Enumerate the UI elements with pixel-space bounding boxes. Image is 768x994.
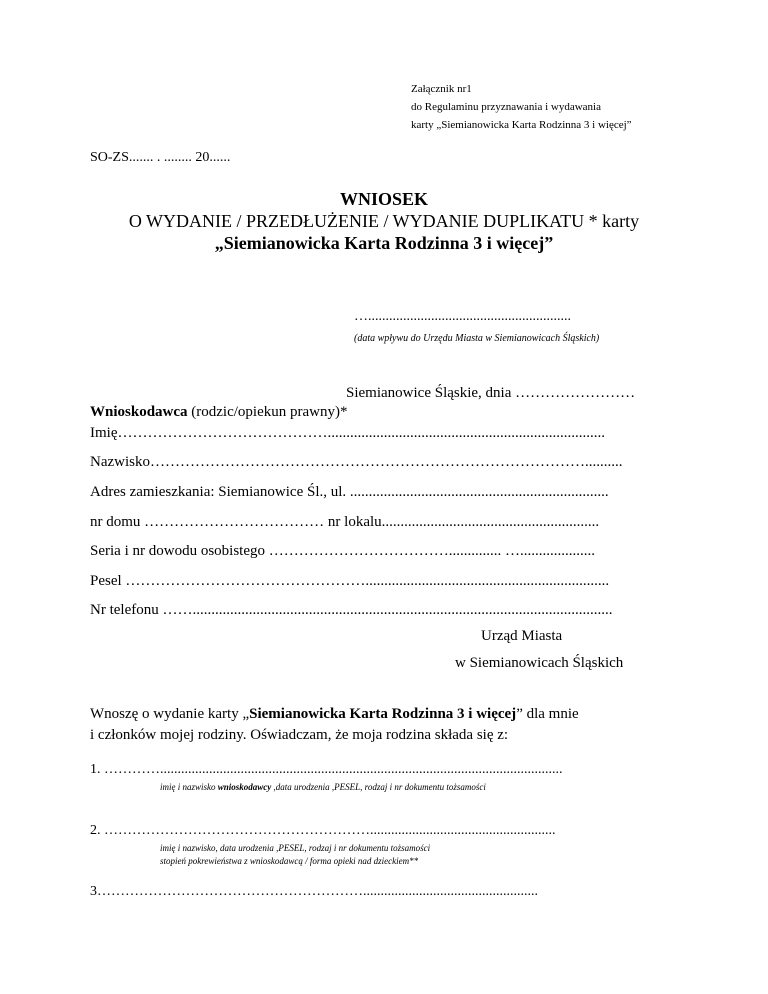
member-1-caption: [160, 782, 486, 792]
annex-line-1: Załącznik nr1: [411, 83, 472, 95]
address-field[interactable]: Adres zamieszkania: Siemianowice Śl., ul. .....................................................................: [90, 484, 609, 500]
place-date-field[interactable]: Siemianowice Śląskie, dnia ……………………: [346, 385, 636, 401]
phone-field[interactable]: Nr telefonu ……................................................................................................................: [90, 602, 613, 618]
request-line-2: i członków mojej rodziny. Oświadczam, że moja rodzina składa się z:: [90, 727, 509, 743]
document-title: [0, 188, 768, 254]
member-3-field[interactable]: 3…………………………………………………..................................................: [90, 884, 538, 899]
request-text-1: Wnoszę o wydanie karty „: [90, 706, 250, 722]
applicant-label-bold: Wnioskodawca: [90, 404, 188, 420]
member-2-caption-2: stopień pokrewieństwa z wnioskodawcą / forma opieki nad dzieckiem**: [160, 856, 419, 866]
member-1-caption-bold: wnioskodawcy: [217, 782, 272, 792]
request-card-name: Siemianowicka Karta Rodzinna 3 i więcej: [249, 706, 517, 722]
applicant-label-rest: (rodzic/opiekun prawny)*: [187, 404, 348, 420]
title-line-3: „Siemianowicka Karta Rodzinna 3 i więcej”: [214, 233, 554, 253]
request-paragraph: [90, 704, 579, 746]
house-number-field[interactable]: nr domu ……………………………… nr lokalu..........................................................: [90, 514, 600, 530]
annex-line-2: do Regulaminu przyznawania i wydawania: [411, 101, 601, 113]
receipt-date-caption: (data wpływu do Urzędu Miasta w Siemianowicach Śląskich): [354, 333, 600, 344]
first-name-field[interactable]: Imię……………………………………..........................................................................: [90, 425, 605, 441]
pesel-field[interactable]: Pesel ………………………………………….................................................................: [90, 573, 610, 589]
applicant-label: [90, 404, 347, 421]
office-line-1: Urząd Miasta: [481, 628, 563, 644]
receipt-date-field[interactable]: …..........................................................: [354, 309, 571, 324]
id-card-field[interactable]: Seria i nr dowodu osobistego ……………………………….............. …....................: [90, 543, 595, 559]
member-2-field[interactable]: 2. ………………………………………………….....................................................: [90, 823, 556, 838]
member-1-field[interactable]: 1. …………...................................................................................................................: [90, 762, 563, 777]
member-2-caption-1: imię i nazwisko, data urodzenia ,PESEL, rodzaj i nr dokumentu tożsamości: [160, 843, 431, 853]
title-line-1: WNIOSEK: [339, 189, 429, 209]
office-line-2: w Siemianowicach Śląskich: [455, 655, 624, 671]
request-line-1: [90, 704, 579, 725]
title-line-2: O WYDANIE / PRZEDŁUŻENIE / WYDANIE DUPLIKATU * karty: [128, 211, 640, 231]
annex-line-3: karty „Siemianowicka Karta Rodzinna 3 i więcej”: [411, 119, 632, 131]
member-1-caption-pre: imię i nazwisko: [160, 782, 218, 792]
reference-number: SO-ZS....... . ........ 20......: [90, 150, 231, 165]
member-1-caption-post: ,data urodzenia ,PESEL, rodzaj i nr dokumentu tożsamości: [271, 782, 486, 792]
request-text-2: ” dla mnie: [516, 706, 579, 722]
annex-header: [411, 80, 632, 134]
last-name-field[interactable]: Nazwisko……………………………………………………………………………..........: [90, 454, 623, 470]
